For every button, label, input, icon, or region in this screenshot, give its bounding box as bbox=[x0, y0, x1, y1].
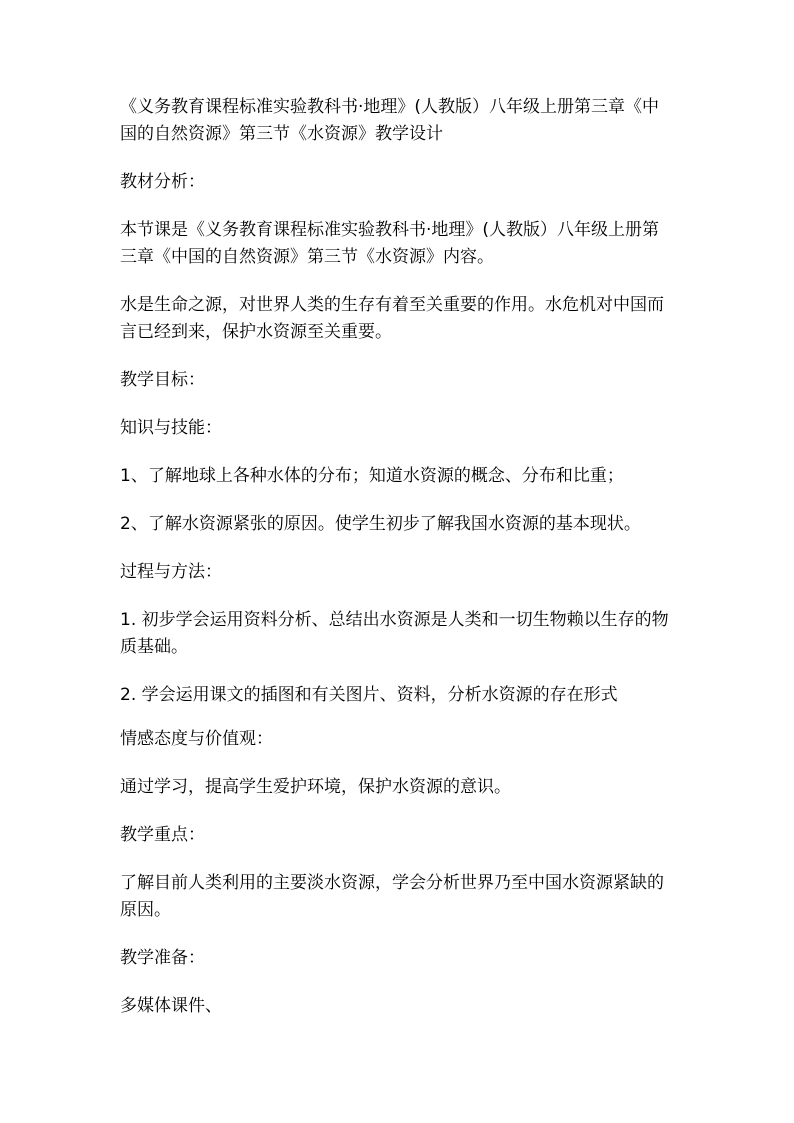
heading-teaching-goals: 教学目标： bbox=[120, 370, 205, 390]
subheading-knowledge-skills: 知识与技能： bbox=[120, 418, 222, 438]
subheading-attitude-values: 情感态度与价值观： bbox=[120, 729, 273, 749]
heading-teaching-preparation: 教学准备： bbox=[120, 948, 205, 968]
subheading-process-methods: 过程与方法： bbox=[120, 562, 222, 582]
list-item-knowledge-1: 1、了解地球上各种水体的分布；知道水资源的概念、分布和比重； bbox=[120, 466, 624, 486]
heading-textbook-analysis: 教材分析： bbox=[120, 172, 205, 192]
document-body bbox=[120, 94, 676, 1041]
heading-teaching-focus: 教学重点： bbox=[120, 825, 205, 845]
document-title: 《义务教育课程标准实验教科书·地理》(人教版）八年级上册第三章《中国的自然资源》第三节《水资源》教学设计 bbox=[120, 97, 660, 144]
paragraph-lesson-intro: 本节课是《义务教育课程标准实验教科书·地理》(人教版）八年级上册第三章《中国的自然资源》第三节《水资源》内容。 bbox=[120, 220, 660, 267]
paragraph-teaching-focus: 了解目前人类利用的主要淡水资源，学会分析世界乃至中国水资源紧缺的原因。 bbox=[120, 873, 664, 920]
list-item-process-1: 1. 初步学会运用资料分析、总结出水资源是人类和一切生物赖以生存的物质基础。 bbox=[120, 610, 669, 657]
paragraph-water-importance: 水是生命之源，对世界人类的生存有着至关重要的作用。水危机对中国而言已经到来，保护水资源至关重要。 bbox=[120, 295, 664, 342]
list-item-knowledge-2: 2、了解水资源紧张的原因。使学生初步了解我国水资源的基本现状。 bbox=[120, 514, 641, 534]
paragraph-attitude-goal: 通过学习，提高学生爱护环境，保护水资源的意识。 bbox=[120, 777, 511, 797]
paragraph-preparation: 多媒体课件、 bbox=[120, 996, 222, 1016]
list-item-process-2: 2. 学会运用课文的插图和有关图片、资料，分析水资源的存在形式 bbox=[120, 685, 618, 705]
